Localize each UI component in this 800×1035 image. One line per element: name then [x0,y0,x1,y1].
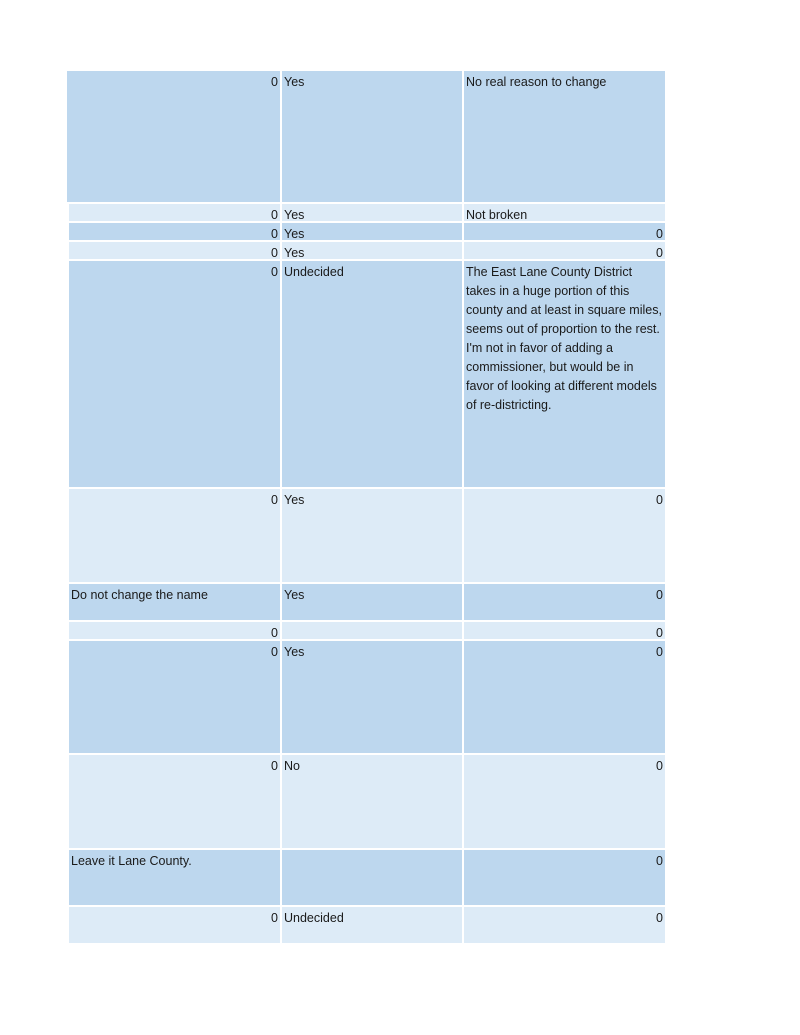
vote-cell: Yes [280,584,462,620]
vote-cell: Yes [280,242,462,259]
vote-cell: Yes [280,204,462,221]
reason-cell: 0 [462,489,665,582]
name-change-cell: 0 [67,622,280,639]
vote-cell: Yes [280,71,462,202]
name-change-cell: 0 [67,261,280,487]
name-change-cell: Do not change the name [67,584,280,620]
reason-cell: 0 [462,641,665,753]
reason-cell: 0 [462,755,665,848]
reason-cell: No real reason to change [462,71,665,202]
reason-cell: 0 [462,584,665,620]
vote-cell [280,622,462,639]
name-change-cell: 0 [67,71,280,202]
reason-cell: 0 [462,622,665,639]
name-change-cell: 0 [67,489,280,582]
vote-cell: Yes [280,489,462,582]
vote-cell: Undecided [280,907,462,943]
reason-cell: 0 [462,907,665,943]
spreadsheet-table [67,71,665,943]
reason-cell: The East Lane County District takes in a huge portion of this county and at least in square miles, seems out of proportion to the rest. I'm not in favor of adding a commissioner, but would be in favor of looking at different models of re-districting. [462,261,665,487]
vote-cell: Yes [280,223,462,240]
name-change-cell: 0 [67,755,280,848]
name-change-cell: 0 [67,907,280,943]
name-change-cell: 0 [67,204,280,221]
name-change-cell: Leave it Lane County. [67,850,280,905]
reason-cell: Not broken [462,204,665,221]
reason-cell: 0 [462,242,665,259]
reason-cell: 0 [462,223,665,240]
name-change-cell: 0 [67,641,280,753]
reason-cell: 0 [462,850,665,905]
name-change-cell: 0 [67,223,280,240]
vote-cell: Undecided [280,261,462,487]
vote-cell: Yes [280,641,462,753]
vote-cell: No [280,755,462,848]
vote-cell [280,850,462,905]
name-change-cell: 0 [67,242,280,259]
